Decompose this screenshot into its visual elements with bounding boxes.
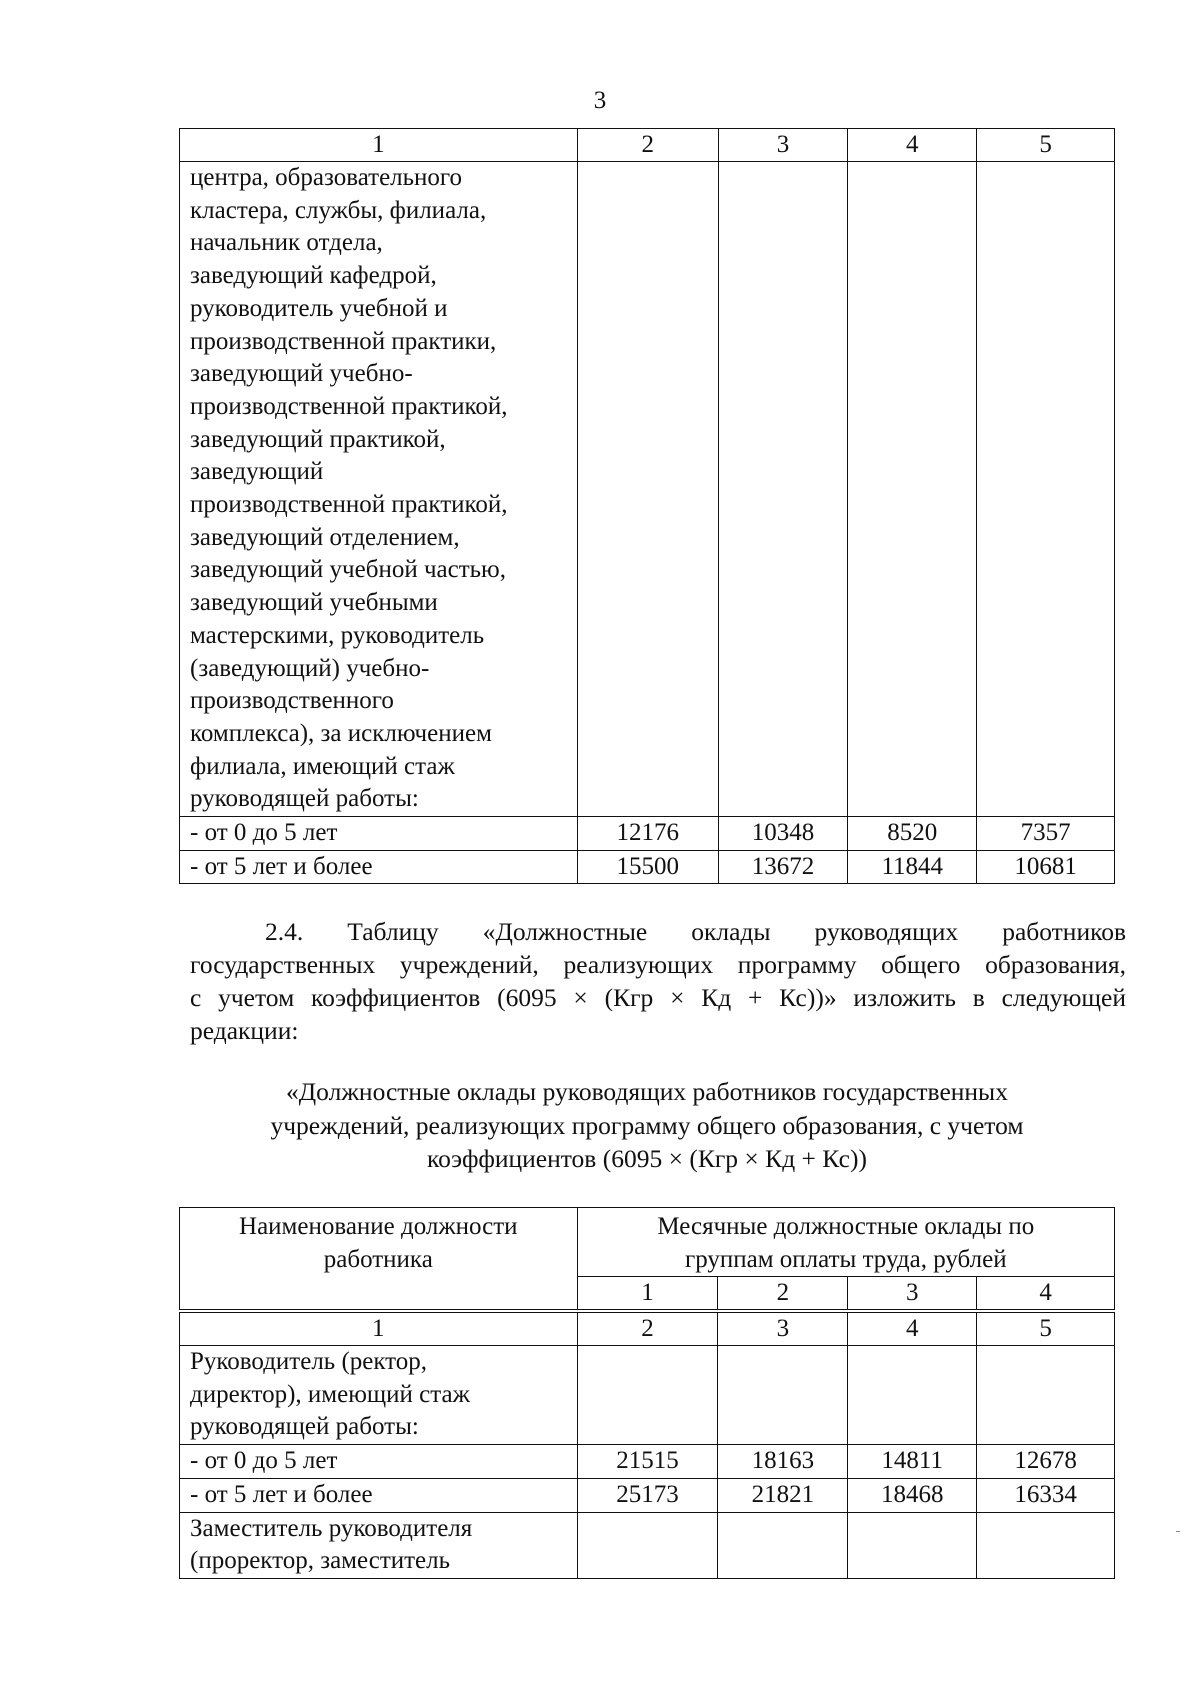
- title-line: коэффициентов (6095 × (Кгр × Кд + Кс)): [427, 1144, 867, 1173]
- table-row: [180, 1346, 1115, 1445]
- salary-value: 14811: [848, 1445, 977, 1479]
- group-number: 3: [848, 1277, 977, 1312]
- table-row: [180, 162, 1115, 817]
- description-lines: [190, 162, 577, 816]
- paragraph-line: с учетом коэффициентов (6095 × (Кгр × Кд + Кс))» изложить в следующей: [190, 983, 1126, 1012]
- description-line: заведующий учебными: [190, 589, 438, 617]
- group-number: 2: [718, 1277, 848, 1312]
- row-label: - от 0 до 5 лет: [180, 817, 578, 851]
- column-numbering-row: [180, 1311, 1115, 1346]
- description-line: заведующий учебной частью,: [190, 556, 506, 584]
- table-row: [180, 850, 1115, 884]
- page-number: 3: [593, 87, 607, 114]
- column-number: 5: [977, 1311, 1115, 1346]
- position-name-header: Наименование должности работника: [180, 1208, 578, 1312]
- title-line: «Должностные оклады руководящих работников государственных: [286, 1077, 1008, 1106]
- column-number: 4: [848, 129, 977, 162]
- description-line: руководящей работы:: [190, 785, 419, 813]
- description-line: (заведующий) учебно-: [190, 654, 430, 682]
- group-number: 4: [977, 1277, 1115, 1312]
- salary-value: 11844: [848, 850, 977, 884]
- description-line: заведующий практикой,: [190, 425, 446, 453]
- position-description: [180, 162, 578, 817]
- salary-value: 12176: [577, 817, 718, 851]
- description-line: производственной практикой,: [190, 392, 508, 420]
- position-description: Заместитель руководителя (проректор, заместитель: [180, 1512, 578, 1578]
- table-header-row: [180, 129, 1115, 162]
- group-number: 1: [577, 1277, 718, 1312]
- description-line: кластера, службы, филиала,: [190, 196, 487, 224]
- table-head-row: [180, 1208, 1115, 1277]
- column-number: 2: [577, 129, 718, 162]
- salary-value: 12678: [977, 1445, 1115, 1479]
- paragraph-line: государственных учреждений, реализующих программу общего образования,: [190, 950, 1126, 979]
- table-row: [180, 1445, 1115, 1479]
- salary-table: [179, 1207, 1115, 1579]
- table-row: [180, 817, 1115, 851]
- table-row: [180, 1512, 1115, 1578]
- table-title: [179, 1075, 1115, 1176]
- description-line: заведующий отделением,: [190, 523, 460, 551]
- salary-value: 8520: [848, 817, 977, 851]
- description-line: производственной практикой,: [190, 491, 508, 519]
- description-line: заведующий: [190, 458, 324, 486]
- scan-speck: [1176, 1531, 1180, 1532]
- column-number: 3: [718, 1311, 848, 1346]
- title-line: учреждений, реализующих программу общего образования, с учетом: [270, 1110, 1024, 1140]
- description-line: заведующий кафедрой,: [190, 262, 437, 290]
- column-number: 1: [180, 1311, 578, 1346]
- salary-value: 15500: [577, 850, 718, 884]
- column-number: 1: [180, 129, 578, 162]
- salary-value: 18468: [848, 1478, 977, 1512]
- salary-value: 21821: [718, 1478, 848, 1512]
- position-description: Руководитель (ректор, директор), имеющий стаж руководящей работы:: [180, 1346, 578, 1445]
- salary-value: 13672: [718, 850, 848, 884]
- row-label: - от 5 лет и более: [180, 1478, 578, 1512]
- column-number: 4: [848, 1311, 977, 1346]
- paragraph-line: 2.4. Таблицу «Должностные оклады руководящих работников: [265, 917, 1126, 946]
- table-continuation: [179, 128, 1115, 884]
- paragraph-line: редакции:: [190, 1016, 299, 1045]
- description-line: начальник отдела,: [190, 229, 383, 257]
- salary-value: 25173: [577, 1478, 718, 1512]
- salary-value: 10681: [977, 850, 1115, 884]
- salary-value: 7357: [977, 817, 1115, 851]
- salary-group-header: Месячные должностные оклады по группам оплаты труда, рублей: [577, 1208, 1114, 1277]
- amendment-paragraph: [190, 915, 1126, 1047]
- description-line: производственной практики,: [190, 327, 497, 355]
- column-number: 5: [977, 129, 1115, 162]
- column-number: 3: [718, 129, 848, 162]
- description-line: руководитель учебной и: [190, 294, 448, 322]
- salary-value: 10348: [718, 817, 848, 851]
- table-row: [180, 1478, 1115, 1512]
- description-line: мастерскими, руководитель: [190, 621, 485, 649]
- description-line: комплекса), за исключением: [190, 719, 492, 747]
- description-line: центра, образовательного: [190, 164, 463, 191]
- salary-value: 21515: [577, 1445, 718, 1479]
- description-line: производственного: [190, 687, 394, 715]
- row-label: - от 5 лет и более: [180, 850, 578, 884]
- description-line: заведующий учебно-: [190, 360, 413, 388]
- salary-value: 16334: [977, 1478, 1115, 1512]
- description-line: филиала, имеющий стаж: [190, 752, 455, 780]
- column-number: 2: [577, 1311, 718, 1346]
- row-label: - от 0 до 5 лет: [180, 1445, 578, 1479]
- salary-value: 18163: [718, 1445, 848, 1479]
